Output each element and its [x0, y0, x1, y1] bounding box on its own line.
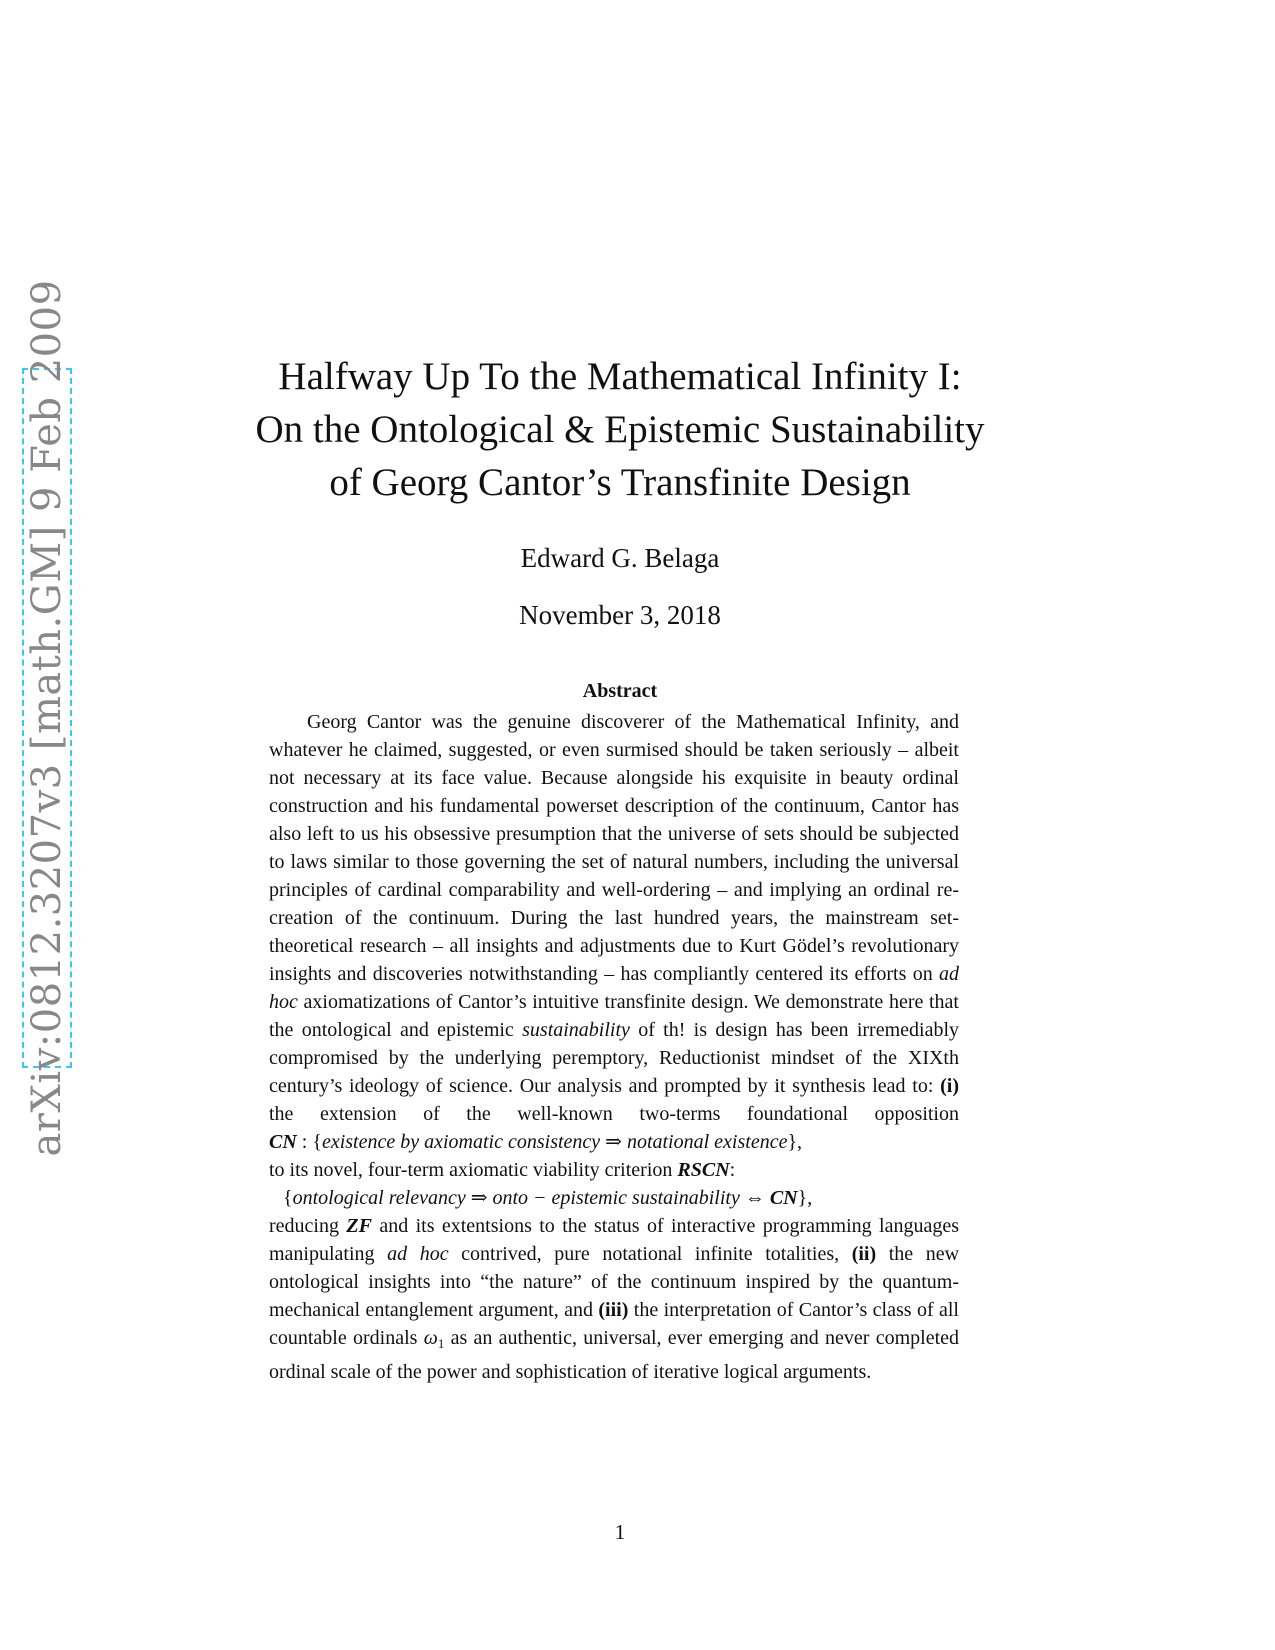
arxiv-identifier-text: arXiv:0812.3207v3 [math.GM] 9 Feb 2009 [24, 279, 70, 1157]
abstract-text: as an authentic, universal, ever emerging and never completed ordinal scale of the power and sophistication of iterative logical arguments. [269, 1327, 960, 1383]
abstract-emphasis: ad hoc [269, 963, 960, 1013]
abstract-paragraph-3 [269, 1212, 959, 1386]
math-subscript: 1 [437, 1336, 445, 1351]
abstract-text: reducing [269, 1215, 339, 1237]
abstract-text: the new ontological insights into “the nature” of the continuum inspired by the quantum-mechanical entanglement argument, and [269, 1243, 960, 1321]
rscn-formula: {ontological relevancy ⇒ onto − epistemic sustainability ⇔ CN}, [283, 1187, 813, 1209]
abstract-text: and its extentsions to the status of interactive programming languages manipulating [269, 1215, 960, 1265]
title-line-3: of Georg Cantor’s Transfinite Design [329, 461, 911, 504]
title-line-1: Halfway Up To the Mathematical Infinity I: [278, 355, 962, 398]
abstract-text: axiomatizations of Cantor’s intuitive transfinite design. We demonstrate here that the ontological and epistemic [269, 991, 959, 1041]
abstract-text: the interpretation of Cantor’s class of all countable ordinals [269, 1299, 959, 1349]
abstract-text: to its novel, four-term axiomatic viability criterion [269, 1159, 673, 1181]
abstract-heading: Abstract [582, 680, 658, 702]
math-symbol: CN [269, 1131, 297, 1153]
math-symbol: ω [423, 1327, 438, 1349]
title-line-2: On the Ontological & Epistemic Sustainability [255, 408, 985, 451]
author: Edward G. Belaga [520, 543, 720, 573]
math-text: existence by axiomatic consistency [321, 1131, 601, 1153]
math-symbol: ZF [346, 1215, 372, 1237]
abstract-emphasis: ad hoc [387, 1243, 449, 1265]
abstract-text: Georg Cantor was the genuine discoverer of the Mathematical Infinity, and whatever he claimed, suggested, or even surmised should be taken seriously – albeit not necessary at its face value. Because alongside his exquisite in beauty ordinal construction and his fundamental powerset description of the continuum, Cantor has also left to us his obsessive presumption that the universe of sets should be subjected to laws similar to those governing the set of natural numbers, including the universal principles of cardinal comparability and well-ordering – and implying an ordinal re-creation of the continuum. During the last hundred years, the mainstream set-theoretical research – all insights and adjustments due to Kurt Gödel’s revolutionary insights and discoveries notwithstanding – has compliantly centered its efforts on [269, 711, 959, 985]
abstract-text: the extension of the well-known two-terms foundational opposition [269, 1103, 959, 1125]
abstract-text: contrived, pure notational infinite totalities, [461, 1243, 840, 1265]
item-marker: (i) [940, 1075, 960, 1097]
abstract-paragraph-2: to its novel, four-term axiomatic viability criterion RSCN: [269, 1159, 736, 1181]
date: November 3, 2018 [519, 600, 721, 630]
abstract-body [269, 708, 959, 1386]
paper-title [200, 350, 1040, 509]
item-marker: (iii) [598, 1299, 629, 1321]
arxiv-identifier-stamp [22, 279, 72, 1157]
abstract-text: of th! is design has been irremediably compromised by the underlying peremptory, Reductionist mindset of the XIXth century’s ideology of science. Our analysis and prompted by it synthesis lead to: [269, 1019, 960, 1097]
abstract-paragraph-1 [269, 708, 959, 1128]
abstract-emphasis: sustainability [522, 1019, 630, 1041]
math-text: notational existence [626, 1131, 788, 1153]
math-symbol: CN [769, 1187, 798, 1209]
item-marker: (ii) [851, 1243, 877, 1265]
math-symbol: RSCN [677, 1159, 730, 1181]
cn-formula: CN : {existence by axiomatic consistency ⇒ notational existence}, [269, 1131, 803, 1153]
math-text: onto − epistemic sustainability [492, 1187, 740, 1209]
math-text: ontological relevancy [292, 1187, 466, 1209]
page-number: 1 [614, 1520, 626, 1544]
